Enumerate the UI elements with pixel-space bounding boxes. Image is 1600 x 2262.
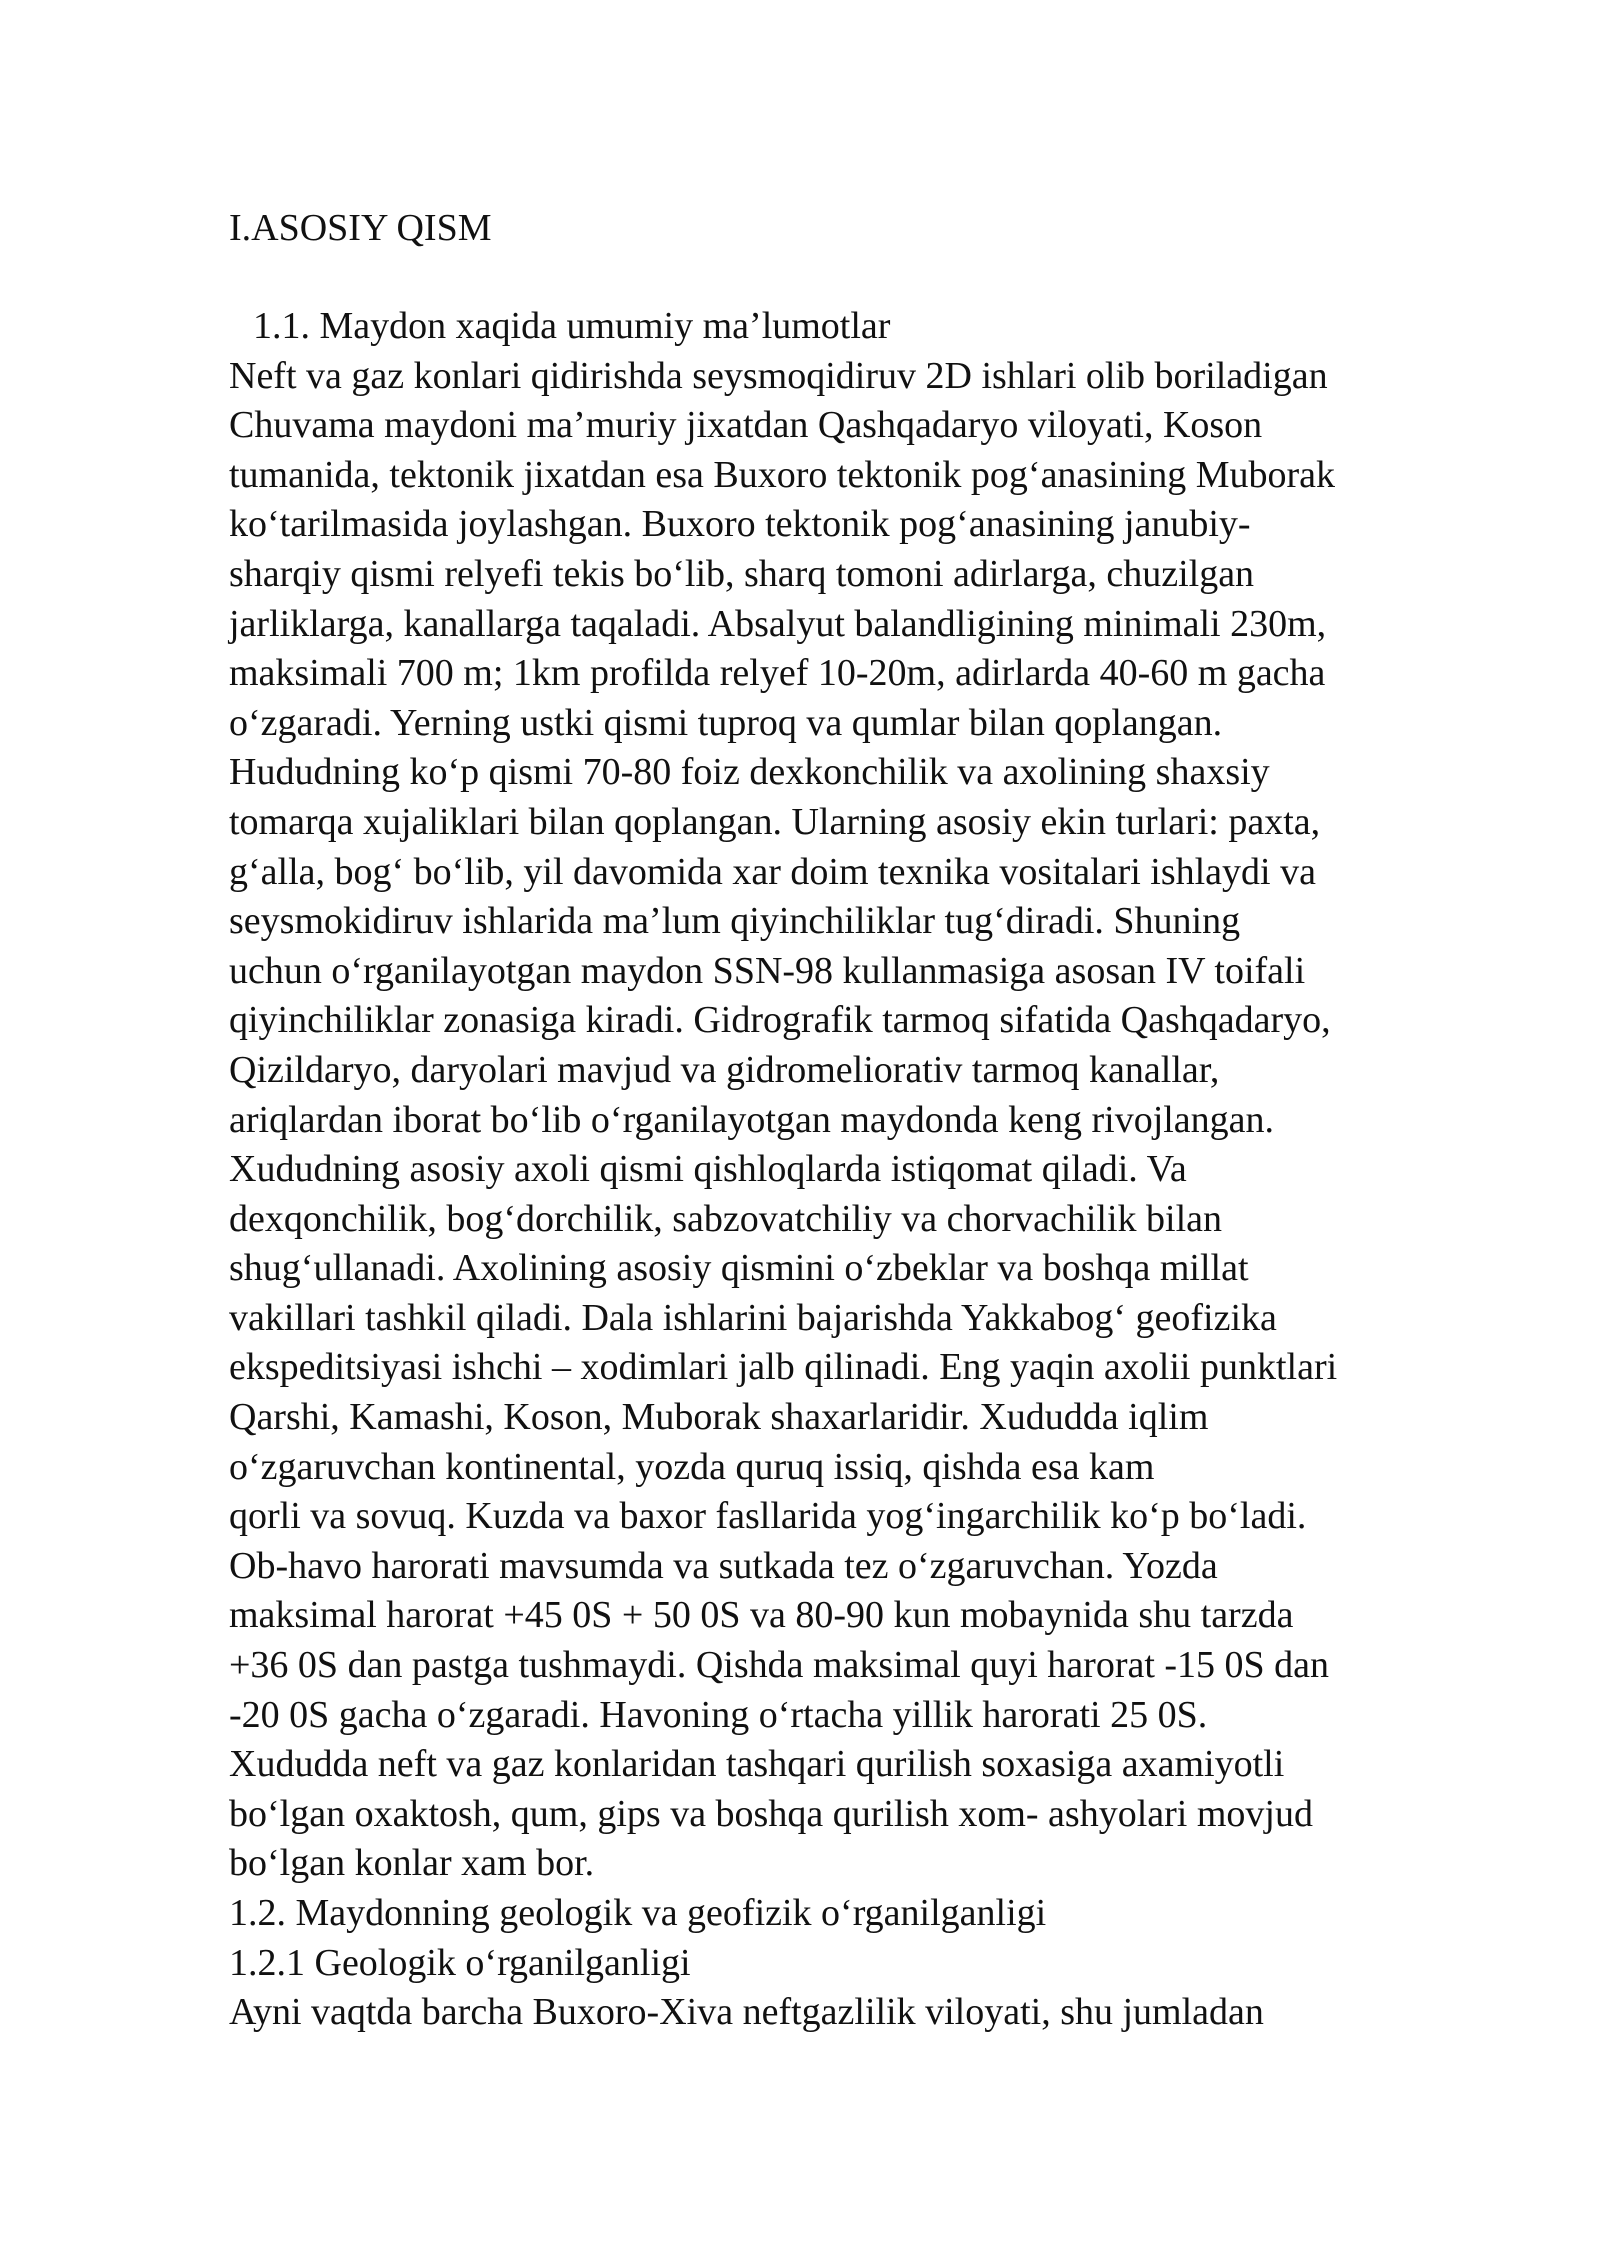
text-line: seysmokidiruv ishlarida ma’lum qiyinchiliklar tug‘diradi. Shuning bbox=[229, 900, 1241, 943]
text-line: o‘zgaradi. Yerning ustki qismi tuproq va qumlar bilan qoplangan. bbox=[229, 701, 1223, 744]
text-line: Xududda neft va gaz konlaridan tashqari qurilish soxasiga axamiyotli bbox=[229, 1743, 1285, 1786]
section-heading-1-2-1: 1.2.1 Geologik o‘rganilganligi bbox=[229, 1941, 691, 1984]
text-line: Neft va gaz konlari qidirishda seysmoqidiruv 2D ishlari olib boriladigan bbox=[229, 354, 1328, 397]
text-line: ko‘tarilmasida joylashgan. Buxoro tektonik pog‘anasining janubiy- bbox=[229, 503, 1251, 546]
text-line: Hududning ko‘p qismi 70-80 foiz dexkonchilik va axolining shaxsiy bbox=[229, 751, 1270, 794]
section-1-2-1-paragraph bbox=[229, 1988, 1529, 2038]
text-line: maksimali 700 m; 1km profilda relyef 10-20m, adirlarda 40-60 m gacha bbox=[229, 652, 1326, 695]
page-title: I.ASOSIY QISM bbox=[229, 207, 492, 249]
text-line: Ayni vaqtda barcha Buxoro-Xiva neftgazlilik viloyati, shu jumladan bbox=[229, 1991, 1264, 2034]
text-line: bo‘lgan oxaktosh, qum, gips va boshqa qurilish xom- ashyolari movjud bbox=[229, 1792, 1313, 1835]
text-line: tomarqa xujaliklari bilan qoplangan. Ularning asosiy ekin turlari: paxta, bbox=[229, 800, 1321, 843]
text-line: Qarshi, Kamashi, Koson, Muborak shaxarlaridir. Xududda iqlim bbox=[229, 1396, 1209, 1439]
text-line: qorli va sovuq. Kuzda va baxor fasllarida yog‘ingarchilik ko‘p bo‘ladi. bbox=[229, 1495, 1307, 1538]
text-line: bo‘lgan konlar xam bor. bbox=[229, 1842, 595, 1885]
text-line: Xududning asosiy axoli qismi qishloqlarda istiqomat qiladi. Va bbox=[229, 1148, 1187, 1191]
title-spacer bbox=[229, 253, 1529, 302]
text-line: Ob-havo harorati mavsumda va sutkada tez o‘zgaruvchan. Yozda bbox=[229, 1544, 1218, 1587]
text-line: dexqonchilik, bog‘dorchilik, sabzovatchiliy va chorvachilik bilan bbox=[229, 1197, 1223, 1240]
text-line: jarliklarga, kanallarga taqaladi. Absalyut balandligining minimali 230m, bbox=[229, 602, 1327, 645]
section-1-1-paragraph bbox=[229, 352, 1529, 1889]
text-line: ekspeditsiyasi ishchi – xodimlari jalb qilinadi. Eng yaqin axolii punktlari bbox=[229, 1346, 1338, 1389]
text-line: Chuvama maydoni ma’muriy jixatdan Qashqadaryo viloyati, Koson bbox=[229, 404, 1263, 447]
text-line: shug‘ullanadi. Axolining asosiy qismini o‘zbeklar va boshqa millat bbox=[229, 1247, 1249, 1290]
text-line: Qizildaryo, daryolari mavjud va gidromeliorativ tarmoq kanallar, bbox=[229, 1048, 1220, 1091]
text-line: sharqiy qismi relyefi tekis bo‘lib, sharq tomoni adirlarga, chuzilgan bbox=[229, 552, 1255, 595]
text-line: vakillari tashkil qiladi. Dala ishlarini bajarishda Yakkabog‘ geofizika bbox=[229, 1296, 1277, 1339]
text-line: o‘zgaruvchan kontinental, yozda quruq issiq, qishda esa kam bbox=[229, 1445, 1155, 1488]
section-heading-1-1: 1.1. Maydon xaqida umumiy ma’lumotlar bbox=[253, 305, 891, 347]
text-line: -20 0S gacha o‘zgaradi. Havoning o‘rtacha yillik harorati 25 0S. bbox=[229, 1693, 1208, 1736]
text-line: ariqlardan iborat bo‘lib o‘rganilayotgan maydonda keng rivojlangan. bbox=[229, 1098, 1275, 1141]
section-heading-1-2: 1.2. Maydonning geologik va geofizik o‘rganilganligi bbox=[229, 1892, 1047, 1934]
text-line: qiyinchiliklar zonasiga kiradi. Gidrografik tarmoq sifatida Qashqadaryo, bbox=[229, 999, 1331, 1042]
document-body bbox=[229, 203, 1529, 2038]
text-line: +36 0S dan pastga tushmaydi. Qishda maksimal quyi harorat -15 0S dan bbox=[229, 1644, 1330, 1687]
text-line: maksimal harorat +45 0S + 50 0S va 80-90 kun mobaynida shu tarzda bbox=[229, 1594, 1294, 1637]
text-line: g‘alla, bog‘ bo‘lib, yil davomida xar doim texnika vositalari ishlaydi va bbox=[229, 850, 1316, 893]
text-line: tumanida, tektonik jixatdan esa Buxoro tektonik pog‘anasining Muborak bbox=[229, 453, 1336, 496]
text-line: uchun o‘rganilayotgan maydon SSN-98 kullanmasiga asosan IV toifali bbox=[229, 949, 1306, 992]
